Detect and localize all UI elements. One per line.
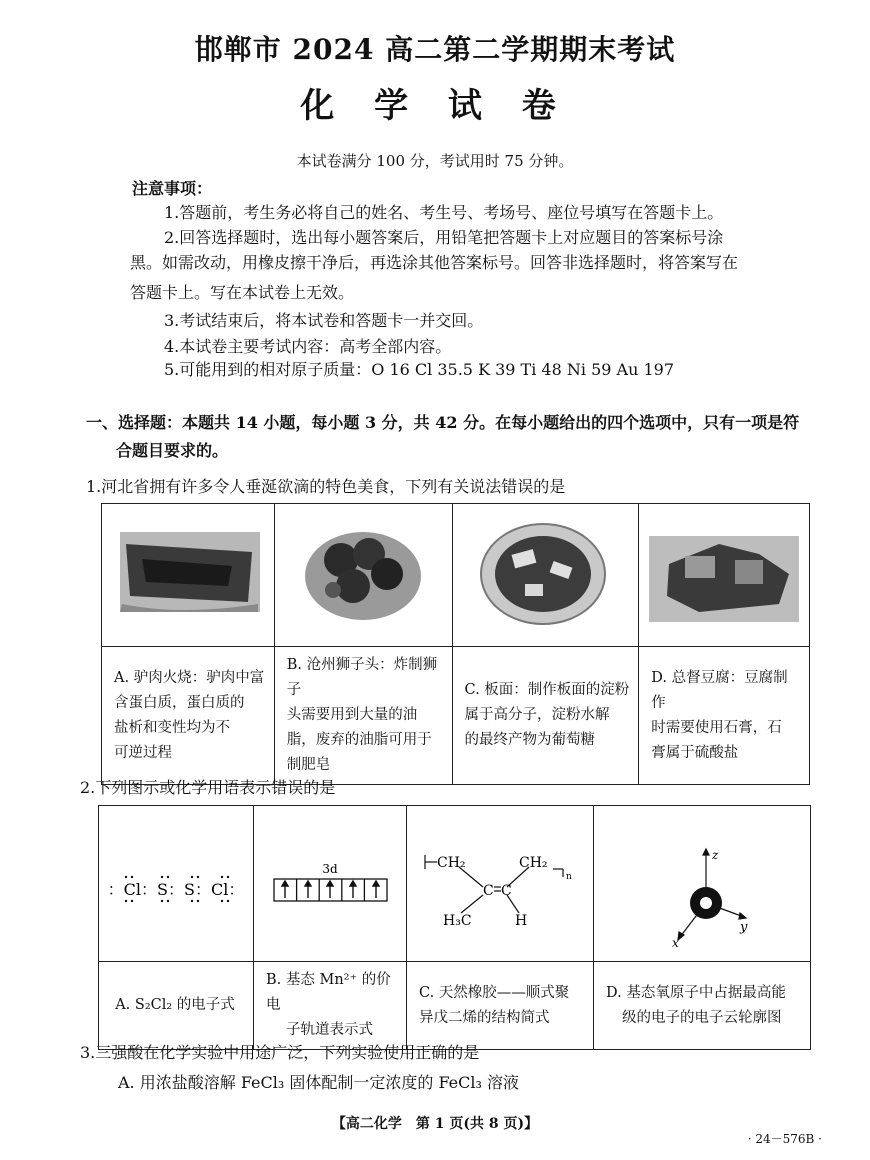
plate-noodle-image: [453, 504, 637, 642]
electron-cloud-diagram: [594, 807, 810, 957]
option-line: D. 基态氧原子中占据最高能: [606, 984, 786, 1001]
notice-line: 2.回答选择题时，选出每小题答案后，用铅笔把答题卡上对应题目的答案标号涂: [164, 228, 724, 247]
notice-line: 1.答题前，考生务必将自己的姓名、考生号、考场号、座位号填写在答题卡上。: [164, 203, 724, 222]
option-1a: [102, 647, 275, 785]
paper-code: · 24－576B ·: [747, 1132, 822, 1146]
option-line: 级的电子的电子云轮廓图: [622, 1009, 782, 1026]
option-2a: [99, 962, 254, 1050]
option-line: 的最终产物为葡萄糖: [464, 732, 595, 748]
lion-head-image: [275, 504, 450, 642]
formula-text: ：Cl：S：S：Cl：: [107, 879, 245, 899]
notice-line: 答题卡上。写在本试卷上无效。: [130, 283, 355, 302]
option-line: 含蛋白质，蛋白质的: [114, 694, 245, 711]
subshell-label: 3d: [322, 861, 338, 876]
exam-title: 邯郸市 2024 高二第二学期期末考试: [194, 33, 676, 66]
question-3-stem: 3.三强酸在化学实验中用途广泛，下列实验使用正确的是: [80, 1043, 480, 1062]
option-2c: [407, 962, 594, 1050]
option-line: 脂，废弃的油脂可用于: [286, 732, 432, 748]
x-axis-label: x: [672, 935, 679, 950]
subject-title: 化 学 试 卷: [300, 86, 570, 126]
hydrogen: H: [515, 912, 528, 929]
question-2-stem: 2.下列图示或化学用语表示错误的是: [80, 778, 336, 797]
food-image-cell: [639, 504, 810, 647]
food-image-cell: [274, 504, 452, 647]
option-1b: [274, 647, 452, 785]
option-line: 可逆过程: [114, 744, 172, 761]
ch2-left: CH₂: [437, 854, 466, 871]
ch2-right: CH₂: [519, 854, 548, 871]
option-line: B. 基态 Mn²⁺ 的价电: [266, 972, 391, 1013]
option-line: 属于高分子，淀粉水解: [464, 707, 610, 723]
option-line: A. 驴肉火烧：驴肉中富: [114, 669, 265, 686]
y-axis-label: y: [740, 919, 748, 935]
question-1-stem: 1.河北省拥有许多令人垂涎欲滴的特色美食，下列有关说法错误的是: [86, 477, 566, 496]
orbital-diagram-cell: [254, 806, 407, 962]
option-1c: [452, 647, 639, 785]
notice-heading: 注意事项：: [132, 179, 213, 198]
option-line: 子轨道表示式: [286, 1022, 373, 1038]
notice-line: 4.本试卷主要考试内容：高考全部内容。: [164, 337, 452, 356]
option-line: 膏属于硫酸盐: [651, 744, 739, 761]
food-image-cell: [102, 504, 275, 647]
repeat-n: n: [566, 871, 572, 882]
option-line: A. S₂Cl₂ 的电子式: [115, 997, 235, 1013]
polyisoprene-structure: [407, 807, 593, 957]
option-line: C. 天然橡胶——顺式聚: [419, 984, 570, 1001]
carbon-2: C: [501, 882, 512, 899]
section-heading: 一、选择题：本题共 14 小题，每小题 3 分，共 42 分。在每小题给出的四个选项中，只有一项是符: [86, 413, 800, 432]
option-line: D. 总督豆腐：豆腐制作: [651, 669, 788, 711]
carbon-1: C: [483, 882, 494, 899]
option-line: 盐析和变性均为不: [114, 719, 230, 736]
question-2-table: [98, 805, 811, 1050]
notice-line: 3.考试结束后，将本试卷和答题卡一并交回。: [164, 311, 484, 330]
mn-orbital-diagram: [254, 807, 406, 957]
option-line: C. 板面：制作板面的淀粉: [464, 682, 630, 698]
orbital-cloud-cell: [594, 806, 811, 962]
page-footer: 【高二化学 第 1 页(共 8 页)】: [331, 1116, 539, 1132]
s2cl2-electron-formula: [99, 807, 253, 957]
option-line: 制肥皂: [286, 757, 331, 773]
exam-info: 本试卷满分 100 分，考试用时 75 分钟。: [296, 152, 574, 170]
option-2d: [594, 962, 811, 1050]
option-line: 头需要用到大量的油: [286, 707, 418, 723]
electron-formula-cell: [99, 806, 254, 962]
structure-cell: [407, 806, 594, 962]
z-axis-label: z: [712, 847, 719, 862]
option-2b: [254, 962, 407, 1050]
option-line: 时需要使用石膏，石: [651, 719, 782, 736]
donkey-burger-image: [102, 504, 272, 642]
tofu-image: [639, 504, 807, 642]
option-line: 异戊二烯的结构简式: [419, 1009, 550, 1026]
section-heading-cont: 合题目要求的。: [116, 441, 229, 460]
option-line: B. 沧州狮子头：炸制狮子: [286, 657, 438, 698]
notice-line: 黑。如需改动，用橡皮擦干净后，再选涂其他答案标号。回答非选择题时，将答案写在: [130, 253, 739, 272]
notice-line: 5.可能用到的相对原子质量：O 16 Cl 35.5 K 39 Ti 48 Ni 59 Au 197: [164, 360, 675, 379]
methyl-group: H₃C: [443, 912, 472, 929]
question-3-option-a: A. 用浓盐酸溶解 FeCl₃ 固体配制一定浓度的 FeCl₃ 溶液: [118, 1073, 520, 1092]
option-1d: [639, 647, 810, 785]
question-1-table: [101, 503, 810, 785]
food-image-cell: [452, 504, 639, 647]
